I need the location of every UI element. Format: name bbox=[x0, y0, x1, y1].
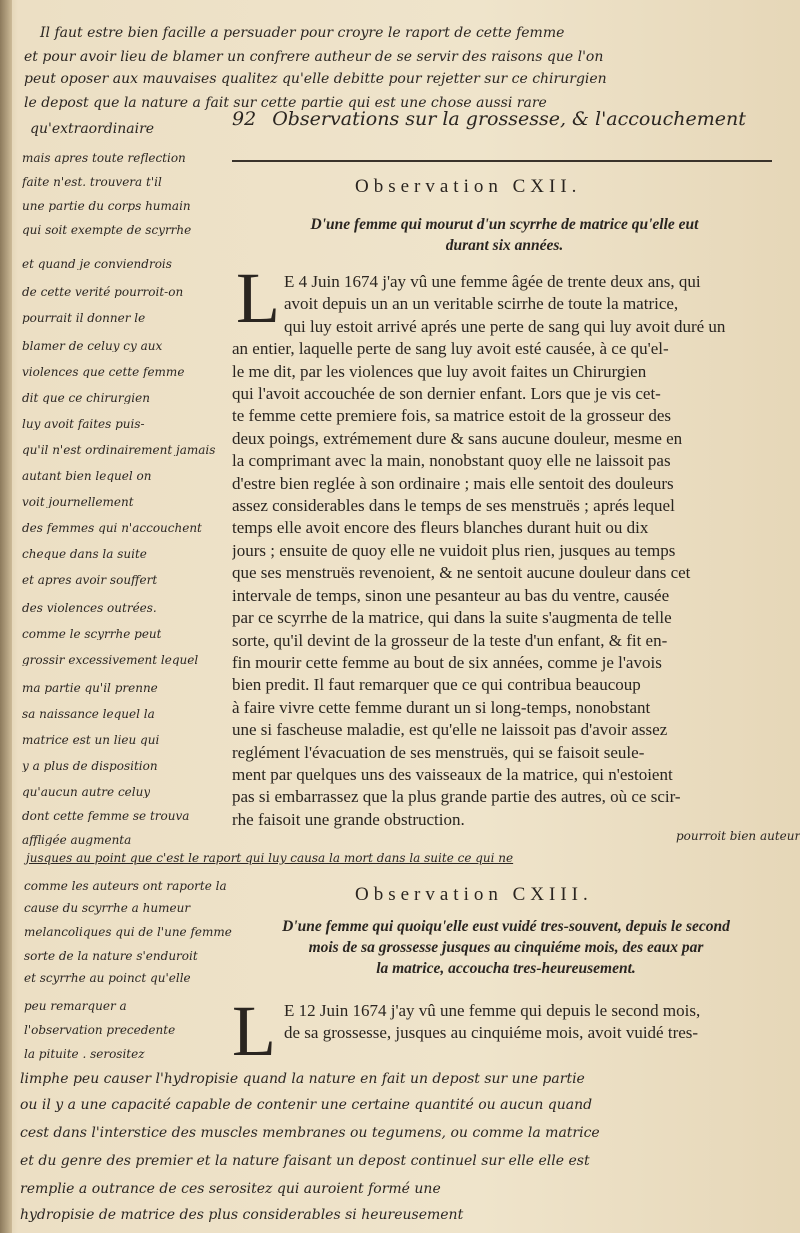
observation-113-drop-cap: L bbox=[232, 991, 276, 1071]
page-number: 92 bbox=[232, 108, 257, 130]
text-line: avoit depuis un an un veritable scirrhe de toute la matrice, bbox=[284, 294, 679, 314]
handwritten-note-after-112-1: pourroit bien auteur bbox=[676, 829, 800, 843]
text-line: sorte, qu'il devint de la grosseur de la teste d'un enfant, & fit en- bbox=[232, 630, 668, 650]
handwritten-note-between-3: melancoliques qui de l'une femme bbox=[24, 925, 232, 939]
text-line: de sa grossesse, jusques au cinquiéme mois, avoit vuidé tres- bbox=[284, 1023, 699, 1043]
observation-113-body bbox=[232, 1000, 780, 1045]
handwritten-note-between-1: comme les auteurs ont raporte la bbox=[24, 879, 227, 893]
handwritten-margin-note: faite n'est. trouvera t'il bbox=[22, 176, 162, 188]
handwritten-note-lower-margin-3: la pituite . serositez bbox=[24, 1047, 145, 1061]
handwritten-margin-note: ma partie qu'il prenne bbox=[22, 682, 158, 694]
handwritten-margin-note: blamer de celuy cy aux bbox=[22, 340, 163, 352]
handwritten-margin-note: des femmes qui n'accouchent bbox=[22, 522, 202, 534]
text-line: an entier, laquelle perte de sang luy avoit esté causée, à ce qu'el- bbox=[232, 339, 669, 359]
handwritten-note-lower-margin-2: l'observation precedente bbox=[24, 1023, 176, 1037]
handwritten-note-between-2: cause du scyrrhe a humeur bbox=[24, 901, 191, 915]
observation-113-title: Observation CXIII. bbox=[355, 884, 593, 905]
handwritten-note-bottom-1: limphe peu causer l'hydropisie quand la nature en fait un depost sur une partie bbox=[20, 1071, 585, 1087]
handwritten-note-bottom-5: remplie a outrance de ces serositez qui auroient formé une bbox=[20, 1181, 441, 1197]
handwritten-note-top-2: et pour avoir lieu de blamer un confrere autheur de se servir des raisons que l'on bbox=[24, 49, 604, 65]
text-line: E 4 Juin 1674 j'ay vû une femme âgée de trente deux ans, qui bbox=[284, 272, 701, 291]
text-line: d'estre bien reglée à son ordinaire ; mais elle sentoit des douleurs bbox=[232, 473, 674, 493]
handwritten-note-top-5: qu'extraordinaire bbox=[30, 121, 155, 137]
observation-112-drop-cap: L bbox=[236, 258, 280, 338]
text-line: intervale de temps, sinon une pesanteur au bas du ventre, causée bbox=[232, 585, 670, 605]
handwritten-note-bottom-3: cest dans l'interstice des muscles membranes ou tegumens, ou comme la matrice bbox=[20, 1125, 600, 1141]
handwritten-margin-note: et quand je conviendrois bbox=[22, 258, 172, 270]
handwritten-note-between-5: et scyrrhe au poinct qu'elle bbox=[24, 971, 191, 985]
handwritten-margin-note: dont cette femme se trouva bbox=[22, 810, 190, 822]
observation-113-subtitle-line1: D'une femme qui quoiqu'elle eust vuidé tres-souvent, depuis le second bbox=[282, 918, 730, 935]
running-title: Observations sur la grossesse, & l'accouchement bbox=[272, 108, 746, 130]
handwritten-margin-note: sa naissance lequel la bbox=[22, 708, 155, 720]
handwritten-margin-note: luy avoit faites puis- bbox=[22, 418, 145, 430]
text-line: ment par quelques uns des vaisseaux de la matrice, qui n'estoient bbox=[232, 764, 673, 784]
text-line: à faire vivre cette femme durant un si long-temps, nonobstant bbox=[232, 697, 651, 717]
handwritten-margin-note: autant bien lequel on bbox=[22, 470, 152, 482]
handwritten-margin-note: qui soit exempte de scyrrhe bbox=[22, 224, 192, 236]
handwritten-margin-note: affligée augmenta bbox=[22, 834, 132, 846]
handwritten-note-bottom-4: et du genre des premier et la nature faisant un depost continuel sur elle elle est bbox=[20, 1153, 590, 1169]
text-line: la comprimant avec la main, nonobstant quoy elle ne laissoit pas bbox=[232, 451, 671, 471]
observation-112-subtitle bbox=[232, 214, 777, 256]
text-line: le me dit, par les violences que luy avoit faites un Chirurgien bbox=[232, 361, 647, 381]
handwritten-margin-note: une partie du corps humain bbox=[22, 200, 191, 212]
text-line: temps elle avoit encore des fleurs blanches durant huit ou dix bbox=[232, 518, 649, 538]
text-line: pas si embarrassez que la plus grande partie des autres, où ce scir- bbox=[232, 787, 681, 807]
observation-113-subtitle bbox=[232, 916, 780, 979]
header-rule bbox=[232, 160, 772, 162]
handwritten-note-bottom-2: ou il y a une capacité capable de contenir une certaine quantité ou aucun quand bbox=[20, 1097, 593, 1113]
handwritten-note-top-3: peut oposer aux mauvaises qualitez qu'elle debitte pour rejetter sur ce chirurgien bbox=[24, 71, 607, 87]
text-line: deux poings, extrémement dure & sans aucune douleur, mesme en bbox=[232, 428, 683, 448]
handwritten-note-after-112-2: jusques au point que c'est le raport qui luy causa la mort dans la suite ce qui ne bbox=[26, 851, 514, 865]
observation-112-title: Observation CXII. bbox=[355, 176, 582, 197]
text-line: assez considerables dans le temps de ses menstruës ; aprés lequel bbox=[232, 496, 675, 516]
text-line: bien predit. Il faut remarquer que ce qui contribua beaucoup bbox=[232, 675, 641, 695]
handwritten-margin-note: voit journellement bbox=[22, 496, 134, 508]
handwritten-margin-note: des violences outrées. bbox=[22, 602, 157, 614]
observation-113-subtitle-line2: mois de sa grossesse jusques au cinquiéme mois, des eaux par bbox=[308, 939, 704, 956]
handwritten-margin-note: de cette verité pourroit-on bbox=[22, 286, 184, 298]
text-line: que ses menstruës revenoient, & ne sentoit aucune douleur dans cet bbox=[232, 563, 691, 583]
text-line: une si fascheuse maladie, est qu'elle ne laissoit pas d'avoir assez bbox=[232, 720, 668, 740]
handwritten-margin-note: mais apres toute reflection bbox=[22, 152, 186, 164]
handwritten-note-bottom-6: hydropisie de matrice des plus considerables si heureusement bbox=[20, 1207, 464, 1223]
handwritten-margin-note: y a plus de disposition bbox=[22, 760, 158, 772]
text-line: reglément l'évacuation de ses menstruës, qui se faisoit seule- bbox=[232, 742, 645, 762]
handwritten-margin-note: dit que ce chirurgien bbox=[22, 392, 150, 404]
text-line: te femme cette premiere fois, sa matrice estoit de la grosseur des bbox=[232, 406, 671, 426]
text-line: qui l'avoit accouchée de son dernier enfant. Lors que je vis cet- bbox=[232, 384, 661, 404]
observation-112-subtitle-line2: durant six années. bbox=[445, 237, 564, 254]
observation-113-subtitle-line3: la matrice, accoucha tres-heureusement. bbox=[376, 960, 636, 977]
handwritten-margin-note: matrice est un lieu qui bbox=[22, 734, 160, 746]
handwritten-note-top-4: le depost que la nature a fait sur cette partie qui est une chose aussi rare bbox=[24, 95, 547, 111]
binding-gutter bbox=[0, 0, 12, 1233]
observation-112-subtitle-line1: D'une femme qui mourut d'un scyrrhe de matrice qu'elle eut bbox=[310, 216, 699, 233]
handwritten-margin-note: qu'il n'est ordinairement jamais bbox=[22, 444, 216, 456]
running-header bbox=[232, 108, 777, 130]
handwritten-margin-note: grossir excessivement lequel bbox=[22, 654, 199, 666]
handwritten-margin-note: qu'aucun autre celuy bbox=[22, 786, 151, 798]
text-line: rhe faisoit une grande obstruction. bbox=[232, 809, 465, 829]
handwritten-margin-note: et apres avoir souffert bbox=[22, 574, 158, 586]
handwritten-margin-note: cheque dans la suite bbox=[22, 548, 147, 560]
handwritten-note-between-4: sorte de la nature s'enduroit bbox=[24, 949, 198, 963]
handwritten-note-top-1: Il faut estre bien facille a persuader pour croyre le raport de cette femme bbox=[40, 25, 565, 41]
text-line: fin mourir cette femme au bout de six années, comme je l'avois bbox=[232, 652, 662, 672]
handwritten-margin-note: comme le scyrrhe peut bbox=[22, 628, 162, 640]
text-line: par ce scyrrhe de la matrice, qui dans la suite s'augmenta de telle bbox=[232, 608, 672, 628]
observation-112-body bbox=[232, 271, 780, 831]
handwritten-margin-note: violences que cette femme bbox=[22, 366, 185, 378]
text-line: qui luy estoit arrivé aprés une perte de sang qui luy avoit duré un bbox=[284, 316, 726, 336]
text-line: jours ; ensuite de quoy elle ne vuidoit plus rien, jusques au temps bbox=[232, 540, 676, 560]
handwritten-note-lower-margin-1: peu remarquer a bbox=[24, 999, 127, 1013]
text-line: E 12 Juin 1674 j'ay vû une femme qui depuis le second mois, bbox=[284, 1001, 701, 1020]
handwritten-margin-note: pourrait il donner le bbox=[22, 312, 146, 324]
